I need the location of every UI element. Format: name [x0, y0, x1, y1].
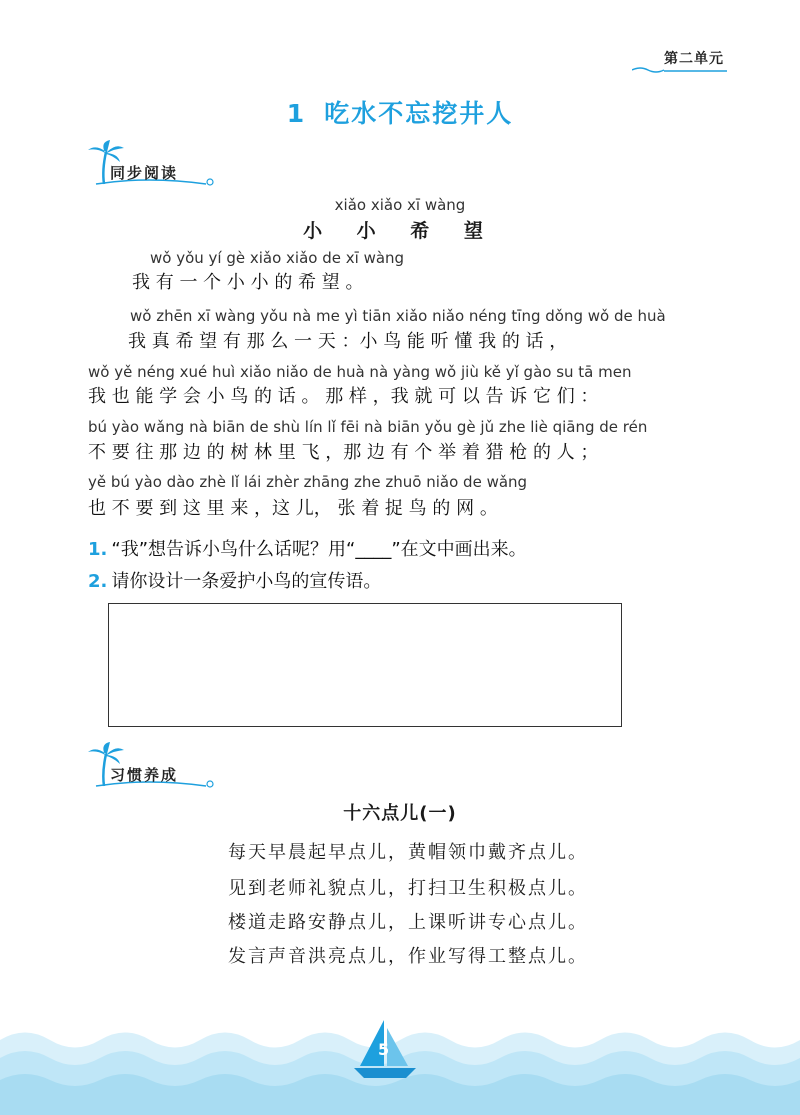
unit-label: 第二单元 [664, 51, 724, 67]
poem-line-text: 我 真 希 望 有 那 么 一 天 ：小 鸟 能 听 懂 我 的 话 ， [128, 331, 568, 352]
poem-line-text: 不 要 往 那 边 的 树 林 里 飞 ，那 边 有 个 举 着 猎 枪 的 人 ； [88, 442, 599, 463]
poem-line-text: 也 不 要 到 这 里 来 ，这 儿， 张 着 捉 鸟 的 网 。 [88, 498, 498, 519]
poem-line-pinyin: yě bú yào dào zhè lǐ lái zhèr zhāng zhe zhuō niǎo de wǎng [88, 473, 528, 491]
question-text: 请你设计一条爱护小鸟的宣传语。 [111, 571, 382, 592]
poem-line-pinyin: wǒ yǒu yí gè xiǎo xiǎo de xī wàng [150, 249, 405, 267]
question-number: 1. [88, 539, 108, 560]
poem-line-pinyin: bú yào wǎng nà biān de shù lín lǐ fēi nà biān yǒu gè jǔ zhe liè qiāng de rén [88, 418, 648, 436]
poem-line-pinyin: wǒ zhēn xī wàng yǒu nà me yì tiān xiǎo niǎo néng tīng dǒng wǒ de huà [130, 307, 666, 325]
habit-poem-line: 楼道走路安静点儿，上课听讲专心点儿。 [228, 912, 588, 933]
poem-line-pinyin: wǒ yě néng xué huì xiǎo niǎo de huà nà yàng wǒ jiù kě yǐ gào su tā men [88, 363, 632, 381]
question-text: “我”想告诉小鸟什么话呢？用“____”在文中画出来。 [111, 539, 527, 560]
section-label: 同步阅读 [110, 164, 179, 182]
question-1 [88, 535, 527, 561]
habit-poem-title: 十六点儿(一) [343, 803, 457, 824]
habit-poem-line: 发言声音洪亮点儿，作业写得工整点儿。 [228, 946, 588, 967]
lesson-number: 1 [286, 99, 307, 128]
poem-title: 小 小 希 望 [303, 220, 497, 242]
section-label: 习惯养成 [110, 766, 179, 784]
lesson-title-text: 吃水不忘挖井人 [324, 99, 514, 128]
answer-box[interactable] [108, 603, 622, 727]
question-2 [88, 567, 381, 593]
lesson-title [0, 94, 800, 130]
page-number: 5 [378, 1040, 390, 1059]
poem-line-text: 我 有 一 个 小 小 的 希 望 。 [132, 272, 364, 293]
habit-poem-line: 见到老师礼貌点儿，打扫卫生积极点儿。 [228, 878, 588, 899]
question-number: 2. [88, 571, 108, 592]
habit-poem-line: 每天早晨起早点儿，黄帽领巾戴齐点儿。 [228, 842, 588, 863]
poem-title-pinyin: xiǎo xiǎo xī wàng [334, 196, 466, 214]
unit-underline-decoration [632, 66, 727, 74]
section-header-habit [88, 742, 228, 792]
poem-line-text: 我 也 能 学 会 小 鸟 的 话 。 那 样 ，我 就 可 以 告 诉 它 们 ： [88, 386, 599, 407]
section-header-reading [88, 140, 228, 190]
